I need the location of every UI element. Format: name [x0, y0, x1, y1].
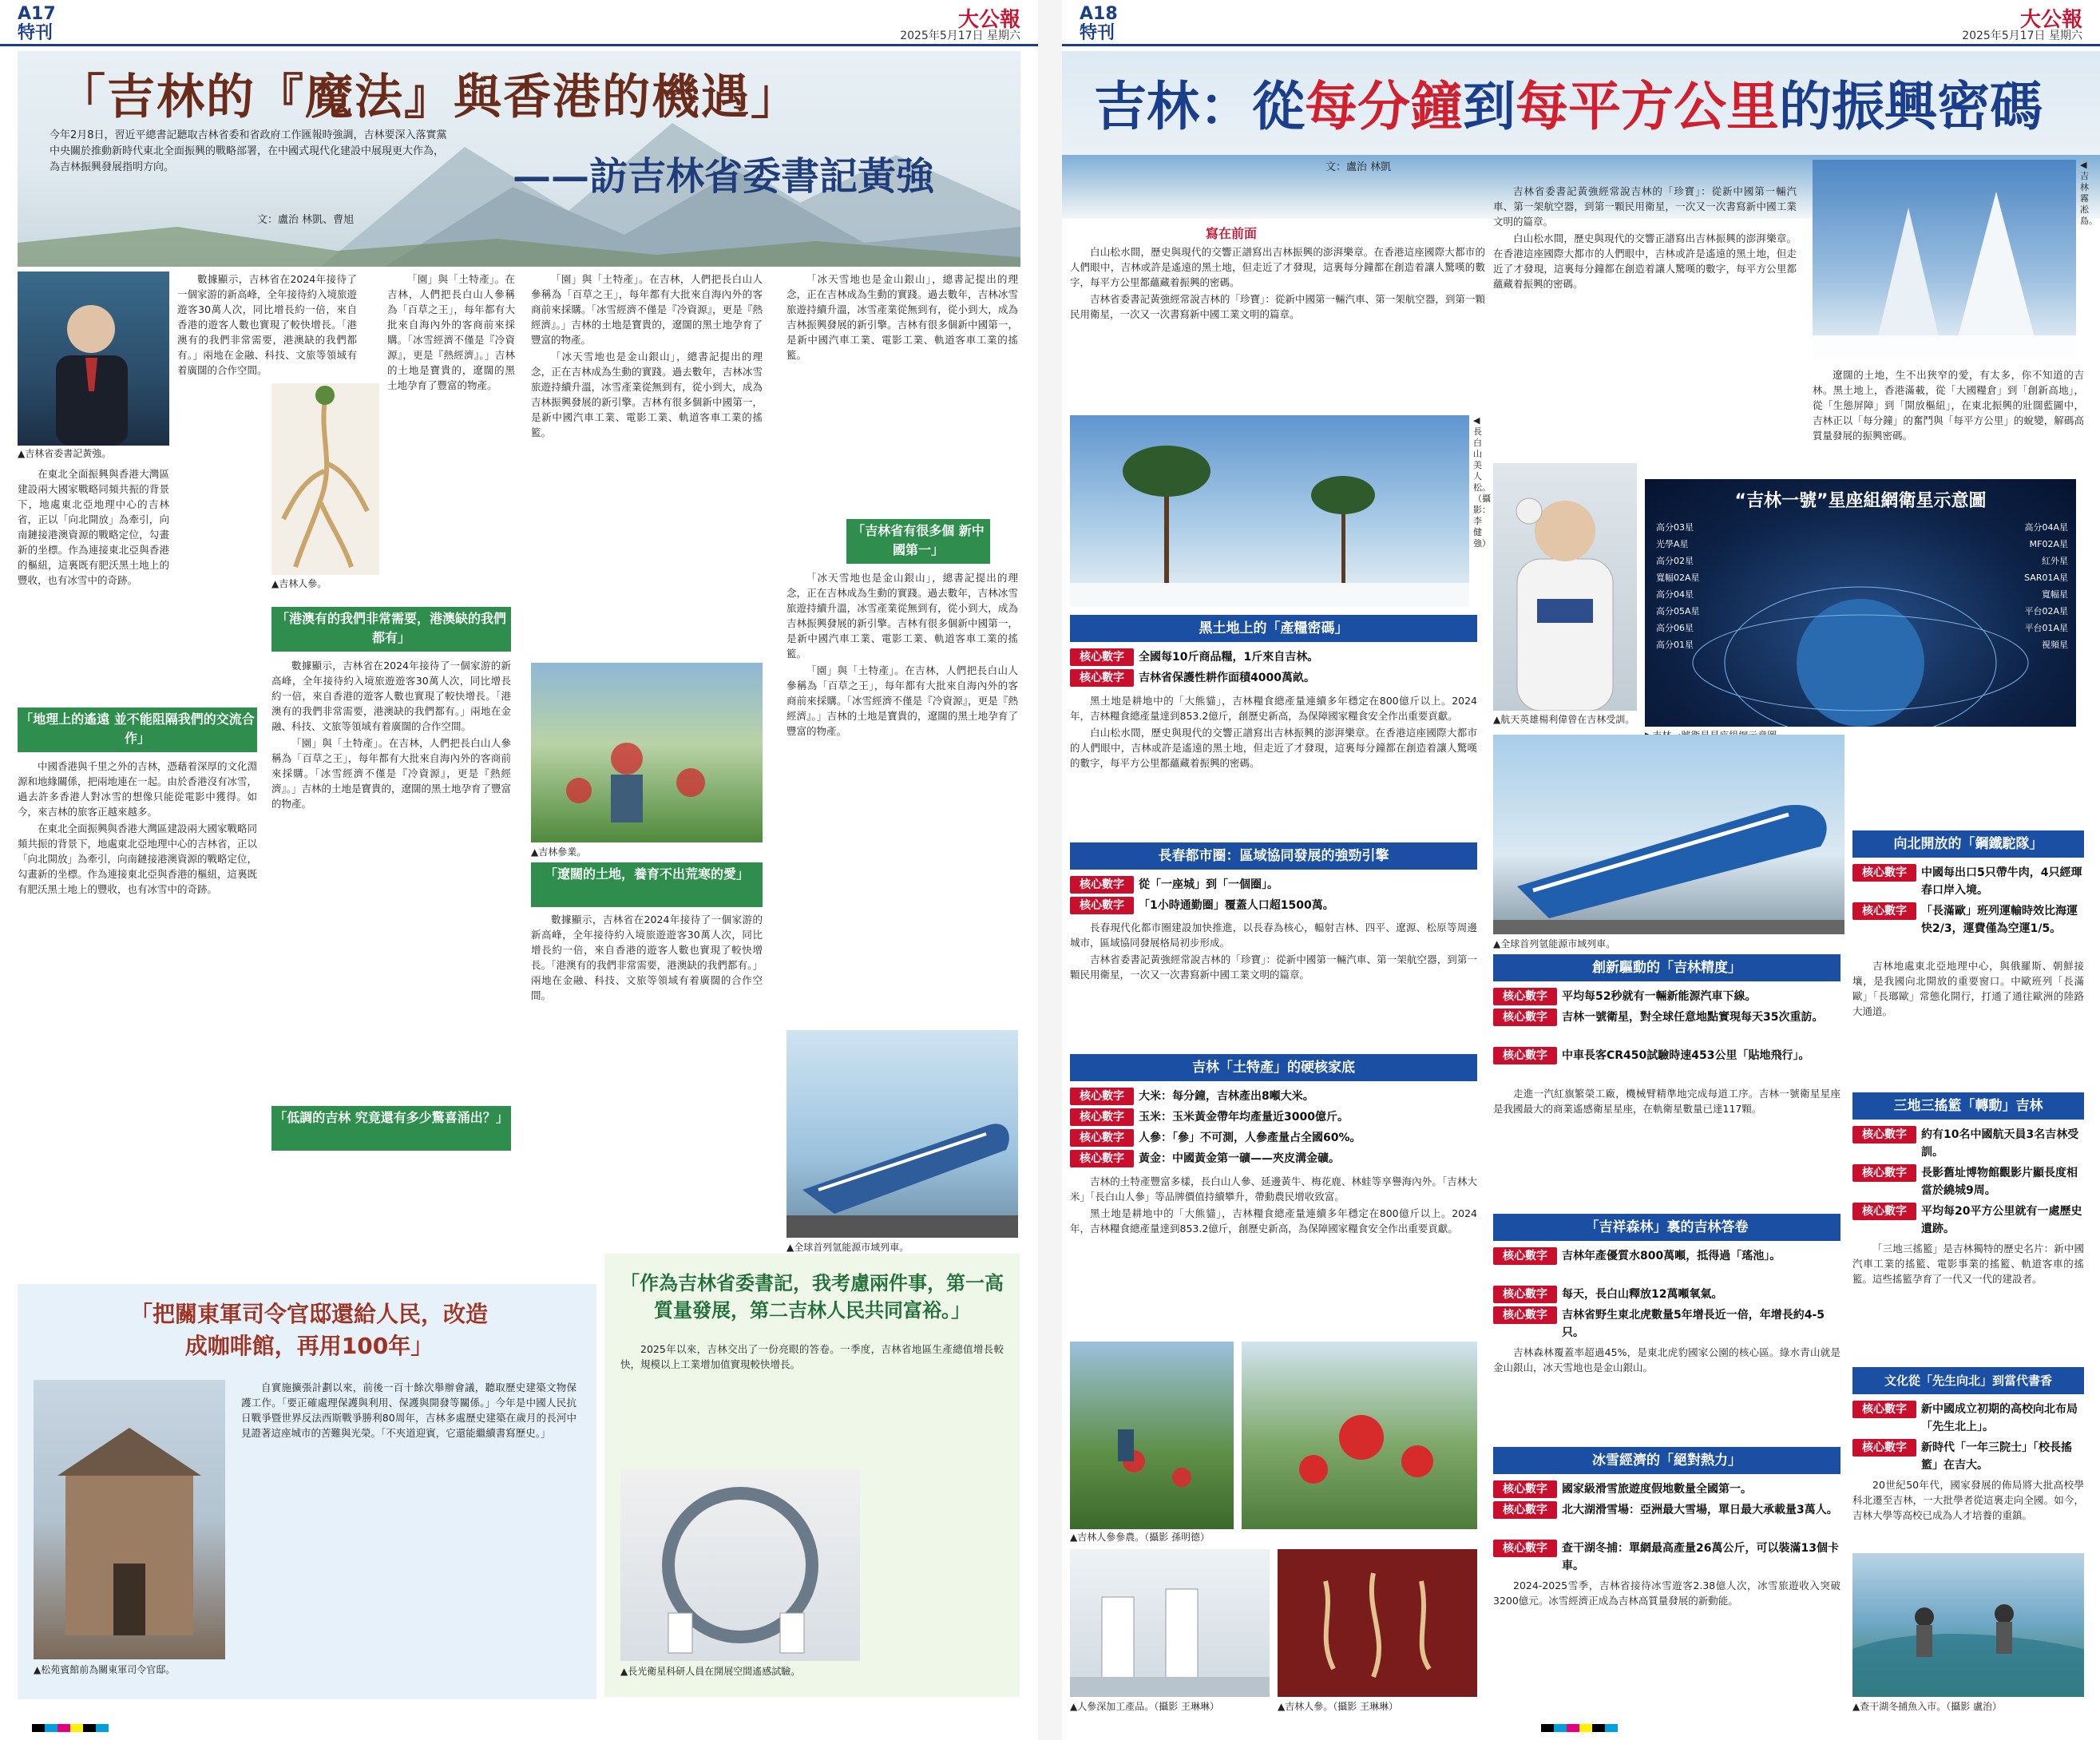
- rime-tree-photo: [1813, 160, 2076, 359]
- satellite-title: “吉林一號”星座組網衛星示意圖: [1734, 491, 1987, 511]
- section-s7-text: [1852, 958, 2084, 1086]
- fishing-caption: ▲查干湖冬捕魚入市。（攝影 盧治）: [1852, 1701, 2003, 1712]
- fact-text: 吉林年產優質水800萬噸，抵得過「瑤池」。: [1562, 1250, 1781, 1262]
- fact-label: 核心數字: [1070, 1129, 1134, 1147]
- byline: 文：盧治 林凱、曹旭: [257, 214, 355, 226]
- feature-box-2: [604, 1254, 1020, 1697]
- fact-label: 核心數字: [1852, 1439, 1916, 1457]
- satellite-diagram: [1645, 479, 2076, 727]
- section-heading-4: [846, 519, 990, 564]
- section-heading-2-text: 「港澳有的我們非常需要，港澳缺的我們都有」: [275, 611, 506, 645]
- factory-photo: [1070, 1549, 1270, 1697]
- fact-text: 「1小時通勤圈」覆蓋人口超1500萬。: [1139, 899, 1334, 912]
- fact-text: 長影舊址博物館觀影片顯長度相當於繞城9周。: [1921, 1167, 2078, 1197]
- right-train-drawing: [1493, 735, 1844, 934]
- ginseng-roots-photo: [1278, 1549, 1477, 1697]
- intro-paragraph-2: 吉林省委書記黃強經常說吉林的「珍寶」：從新中國第一輛汽車、第一架航空器，到第一顆民用衛星，一次又一次書寫新中國工業文明的篇章。: [1070, 293, 1485, 320]
- section-label: 特刊: [18, 23, 53, 43]
- satellite-label: 寬幅星: [2042, 589, 2068, 600]
- satellite-label: SAR01A星: [2024, 573, 2068, 583]
- portrait-caption: ▲吉林省委書記黃強。: [18, 448, 112, 459]
- field-drawing: [1070, 1342, 1234, 1529]
- section-s6-text: [1493, 1578, 1840, 1698]
- fact-text: 玉米：玉米黃金帶年均產量近3000億斤。: [1139, 1111, 1349, 1124]
- section-s3-paragraph: 吉林的土特產豐富多樣，長白山人參、延邊黃牛、梅花鹿、林蛙等享譽海內外。「吉林大米」「長白山人參」等品牌價值持續攀升，帶動農民增收致富。: [1070, 1175, 1477, 1203]
- right-header: [1062, 0, 2100, 46]
- satellite-labels-left: [1656, 519, 1752, 653]
- issue-date: 2025年5月17日 星期六: [900, 30, 1020, 42]
- intro-heading: 寫在前面: [1206, 226, 1258, 241]
- fact-text: 從「一座城」到「一個圈」。: [1139, 878, 1278, 891]
- section-s8-paragraph: 「三地三搖籃」是吉林獨特的歷史名片：新中國汽車工業的搖籃、電影事業的搖籃、軌道客車的搖籃。這些搖籃孕育了一代又一代的建設者。: [1852, 1243, 2084, 1285]
- page-number-right: A18: [1080, 4, 1118, 24]
- fact-text: 平均每20平方公里就有一處歷史遺跡。: [1921, 1205, 2082, 1235]
- section-s2-paragraph-2: 吉林省委書記黃強經常說吉林的「珍寶」：從新中國第一輛汽車、第一架航空器，到第一顆民用衛星，一次又一次書寫新中國工業文明的篇章。: [1070, 953, 1477, 981]
- fact-label: 核心數字: [1493, 988, 1557, 1005]
- column-3c-paragraph: 「冰天雪地也是金山銀山」，總書記提出的理念，正在吉林成為生動的實踐。過去數年，吉林冰雪旅遊持續升溫，冰雪產業從無到有，從小到大，成為吉林振興發展的新引擎。吉林有很多個新中國第一，是新中國汽車工業、電影工業、軌道客車工業的搖籃。: [531, 351, 763, 438]
- fact-text: 每天，長白山釋放12萬噸氧氣。: [1562, 1288, 1723, 1301]
- mansion-drawing: [34, 1380, 225, 1659]
- satellite-label: 高分05A星: [1656, 606, 1700, 616]
- section-s5-paragraph: 吉林森林覆蓋率超過45%，是東北虎豹國家公園的核心區。綠水青山就是金山銀山，冰天雪地也是金山銀山。: [1493, 1346, 1840, 1373]
- mansion-photo: [34, 1380, 225, 1659]
- ginseng-roots-caption: ▲吉林人參。（攝影 王琳琳）: [1278, 1701, 1399, 1712]
- column-2a-paragraph: 數據顯示，吉林省在2024年接待了一個家游的新高峰，全年接待約入境旅遊遊客30萬人次，同比增長約一倍，來自香港的遊客人數也實現了較快增長。「港澳有的我們非常需要，港澳缺的我們都有。」兩地在金融、科技、文旅等領域有着廣闊的合作空間。: [177, 273, 357, 375]
- fact-text: 全國每10斤商品糧，1斤來自吉林。: [1139, 651, 1319, 664]
- ginseng-bloom-photo: [1242, 1342, 1477, 1529]
- fact-text: 新時代「一年三院士」「校長搖籃」在吉大。: [1921, 1441, 2072, 1472]
- satellite-label: 高分03星: [1656, 522, 1694, 533]
- right-page: [1062, 0, 2100, 1740]
- ginseng-caption: ▲吉林人參。: [271, 578, 327, 589]
- hero-banner: [18, 51, 1020, 267]
- people-paragraph: 遼闊的土地，生不出狹窄的愛，有太多，你不知道的吉林。黑土地上，香港滿載，從「大國糧倉」到「創新高地」，從「生態屏障」到「開放樞紐」，在東北振興的壯闊藍圖中，吉林正以「每分鐘」的奮鬥與「每平方公里」的蛻變，解碼高質量發展的振興密碼。: [1813, 369, 2084, 442]
- satellite-labels-right: [1980, 519, 2068, 653]
- column-3b-paragraph: 「園」與「土特產」。在吉林，人們把長白山人參稱為「百草之王」，每年都有大批來自海內外的客商前來採購。「冰雪經濟不僅是『冷資源』，更是『熱經濟』。」吉林的土地是寶貴的，遼闊的黑土地孕育了豐富的物產。: [531, 273, 763, 346]
- section-heading-3-text: 「遼闊的土地，養育不出荒寒的愛」: [544, 866, 749, 882]
- train-drawing: [787, 1030, 1018, 1238]
- fact-text: 北大湖滑雪場：亞洲最大雪場，單日最大承載量3萬人。: [1562, 1504, 1838, 1516]
- right-title-banner: [1062, 51, 2100, 155]
- section-s1-paragraph: 黑土地是耕地中的「大熊貓」，吉林糧食總產量連續多年穩定在800億斤以上。2024年，吉林糧食總產量達到853.2億斤，創歷史新高，為保障國家糧食安全作出重要貢獻。: [1070, 695, 1477, 722]
- fact-text: 大米：每分鐘，吉林產出8噸大米。: [1139, 1090, 1314, 1103]
- column-4c-paragraph: 「園」與「土特產」。在吉林，人們把長白山人參稱為「百草之王」，每年都有大批來自海內外的客商前來採購。「冰雪經濟不僅是『冷資源』，更是『熱經濟』。」吉林的土地是寶貴的，遼闊的黑土地孕育了豐富的物產。: [787, 664, 1018, 737]
- fishing-photo: [1852, 1553, 2084, 1697]
- title-part-3: 到: [1463, 75, 1516, 137]
- fact-label: 核心數字: [1070, 648, 1134, 666]
- train-caption: ▲全球首列氫能源市域列車。: [787, 1242, 909, 1253]
- newspaper-brand-right: 大公報: [2019, 8, 2082, 32]
- person-silhouette: [18, 272, 169, 446]
- section-heading-1: [18, 707, 257, 752]
- pine-forest-photo: [1070, 415, 1469, 607]
- section-s6-paragraph: 2024-2025雪季，吉林省接待冰雪遊客2.38億人次，冰雪旅遊收入突破3200億元。冰雪經濟正成為吉林高質量發展的新動能。: [1493, 1579, 1840, 1607]
- fact-label: 核心數字: [1493, 1009, 1557, 1026]
- section-s8-heading: 三地三搖籃「轉動」吉林: [1852, 1092, 2084, 1120]
- rime-drawing: [1813, 160, 2076, 359]
- section-s4-paragraph: 走進一汽紅旗繁榮工廠，機械臂精準地完成每道工序。吉林一號衛星星座是我國最大的商業遙感衛星星座，在軌衛星數量已達117顆。: [1493, 1088, 1840, 1115]
- fact-label: 核心數字: [1493, 1501, 1557, 1519]
- page-gutter: [1038, 0, 1062, 1740]
- fact-text: 約有10名中國航天員3名吉林受訓。: [1921, 1128, 2079, 1159]
- column-4-paragraph: 「冰天雪地也是金山銀山」，總書記提出的理念，正在吉林成為生動的實踐。過去數年，吉林冰雪旅遊持續升溫，冰雪產業從無到有，從小到大，成為吉林振興發展的新引擎。吉林有很多個新中國第一，是新中國汽車工業、電影工業、軌道客車工業的搖籃。: [787, 273, 1018, 361]
- harvest-caption: ▲吉林參業。: [531, 846, 587, 858]
- section-s9-paragraph: 20世紀50年代，國家發展的佈局將大批高校學科北遷至吉林，一大批學者從這裏走向全國。如今，吉林大學等高校已成為人才培養的重鎮。: [1852, 1479, 2084, 1521]
- right-main-title: [1094, 64, 2043, 140]
- lead-paragraph: 今年2月8日，習近平總書記聽取吉林省委和省政府工作匯報時強調，吉林要深入落實黨中央關於推動新時代東北全面振興的戰略部署，在中國式現代化建設中展現更大作為，為吉林振興發展指明方向。: [50, 129, 447, 173]
- article-column-3d: [531, 912, 763, 1271]
- fact-text: 人參：「參」不可測，人參產量占全國60%。: [1139, 1132, 1361, 1144]
- astronaut-photo: [1493, 463, 1637, 711]
- section-s7-heading: 向北開放的「鋼鐵駝隊」: [1852, 830, 2084, 858]
- column-1-paragraph: 在東北全面振興與香港大灣區建設兩大國家戰略同頻共振的背景下，地處東北亞地理中心的吉林省，正以「向北開放」為牽引，向南鏈接港澳資源的戰略定位，勾畫新的坐標。作為連接東北亞與香港的樞紐，這裏既有肥沃黑土地上的豐收，也有冰雪中的奇跡。: [18, 468, 169, 586]
- main-subtitle: ——訪吉林省委書記黃強: [513, 154, 935, 199]
- section-s4-heading: 創新驅動的「吉林精度」: [1493, 954, 1840, 981]
- ginseng-field-caption: ▲吉林人參參農。（攝影 孫明德）: [1070, 1532, 1210, 1543]
- section-heading-5-text: 「低調的吉林 究竟還有多少驚喜涌出？」: [274, 1110, 509, 1125]
- feature-box-1-title: 「把關東軍司令官邸還給人民，改造成咖啡館，再用100年」: [129, 1301, 488, 1359]
- intro-text-right: [1493, 160, 1797, 455]
- feature-box-1-paragraph: 自實施擴張計劃以來，前後一百十餘次舉辦會議，聽取歷史建築文物保護工作。「要正確處理保護與利用、保護與開發等關係。」今年是中國人民抗日戰爭暨世界反法西斯戰爭勝利80周年，吉林多處歷史建築在歲月的長河中見證著這座城市的苦難與光榮。「不夾道迎賓，它還能繼續書寫歷史。」: [241, 1381, 577, 1439]
- fact-text: 中國每出口5只帶牛肉，4只經琿春口岸入境。: [1921, 866, 2082, 897]
- column-2b-paragraph: 數據顯示，吉林省在2024年接待了一個家游的新高峰，全年接待約入境旅遊遊客30萬人次，同比增長約一倍，來自香港的遊客人數也實現了較快增長。「港澳有的我們非常需要，港澳缺的我們都有。」兩地在金融、科技、文旅等領域有着廣闊的合作空間。: [271, 660, 511, 732]
- satellite-label: 寬幅02A星: [1656, 573, 1700, 583]
- fact-text: 國家級滑雪旅遊度假地數量全國第一。: [1562, 1483, 1752, 1496]
- satellite-label: 平台01A星: [2024, 623, 2068, 633]
- newspaper-brand: 大公報: [957, 8, 1020, 32]
- intro-text: [1070, 244, 1485, 404]
- ginseng-root-photo: [271, 383, 379, 575]
- lab-drawing: [620, 1469, 860, 1661]
- article-column-1: [18, 466, 169, 698]
- fact-text: 中車長客CR450試驗時速453公里「貼地飛行」。: [1562, 1049, 1810, 1062]
- ginseng-field-photo: [1070, 1342, 1234, 1529]
- section-s5-text: [1493, 1345, 1840, 1441]
- fact-text: 「長滿歐」班列運輸時效比海運快2/3，運費僅為空運1/5。: [1921, 905, 2078, 935]
- title-part-4: 每平方公里: [1516, 75, 1779, 137]
- fact-label: 核心數字: [1070, 1108, 1134, 1126]
- section-heading-2: [271, 607, 511, 652]
- fact-text: 吉林一號衛星，對全球任意地點實現每天35次重訪。: [1562, 1011, 1824, 1024]
- column-1c-paragraph: 在東北全面振興與香港大灣區建設兩大國家戰略同頻共振的背景下，地處東北亞地理中心的吉林省，正以「向北開放」為牽引，向南鏈接港澳資源的戰略定位，勾畫新的坐標。作為連接東北亞與香港的樞紐，這裏既有肥沃黑土地上的豐收，也有冰雪中的奇跡。: [18, 822, 257, 895]
- feature-box-2-title: 「作為吉林省委書記，我考慮兩件事，第一高質量發展，第二吉林人民共同富裕。」: [620, 1272, 1004, 1322]
- intro-right-paragraph-2: 白山松水間，歷史與現代的交響正譜寫出吉林振興的澎湃樂章。在香港這座國際大都市的人們眼中，吉林或許是遙遠的黑土地，但走近了才發現，這裏每分鐘都在創造着讓人驚嘆的數字，每平方公里都蘊藏着振興的密碼。: [1493, 232, 1797, 290]
- fact-label: 核心數字: [1852, 902, 1916, 920]
- column-3d-paragraph: 數據顯示，吉林省在2024年接待了一個家游的新高峰，全年接待約入境旅遊遊客30萬人次，同比增長約一倍，來自香港的遊客人數也實現了較快增長。「港澳有的我們非常需要，港澳缺的我們都有。」兩地在金融、科技、文旅等領域有着廣闊的合作空間。: [531, 914, 763, 1001]
- section-s7-paragraph: 吉林地處東北亞地理中心，與俄羅斯、朝鮮接壤，是我國向北開放的重要窗口。中歐班列「長滿歐」「長瑯歐」常態化開行，打通了通往歐洲的陸路大通道。: [1852, 960, 2084, 1017]
- fact-label: 核心數字: [1852, 1164, 1916, 1182]
- title-part-2: 每分鐘: [1305, 75, 1463, 137]
- section-heading-5: [271, 1106, 511, 1151]
- title-part-1: 吉林：從: [1094, 75, 1305, 137]
- factory-caption: ▲人參深加工產品。（攝影 王琳琳）: [1070, 1701, 1220, 1712]
- satellite-label: 高分04A星: [2024, 522, 2068, 533]
- section-heading-3: [531, 862, 763, 907]
- lab-photo: [620, 1469, 860, 1661]
- right-byline: 文：盧治 林凱: [1325, 161, 1392, 173]
- ginseng-drawing: [271, 383, 379, 575]
- section-s1-heading: 黑土地上的「產糧密碼」: [1070, 615, 1477, 642]
- intro-paragraph-1: 白山松水間，歷史與現代的交響正譜寫出吉林振興的澎湃樂章。在香港這座國際大都市的人們眼中，吉林或許是遙遠的黑土地，但走近了才發現，這裏每分鐘都在創造着讓人驚嘆的數字，每平方公里都蘊藏着振興的密碼。: [1070, 246, 1485, 288]
- feature-box-2-paragraph: 2025年以來，吉林交出了一份亮眼的答卷。一季度，吉林省地區生產總值增長較快，規模以上工業增加值實現較快增長。: [620, 1343, 1004, 1370]
- article-column-3b: [531, 272, 763, 655]
- section-s2-heading: 長春都市圈：區域協同發展的強勁引擎: [1070, 842, 1477, 870]
- portrait-photo: [18, 272, 169, 446]
- people-text: [1813, 367, 2084, 479]
- fact-label: 核心數字: [1852, 864, 1916, 882]
- column-4b-paragraph: 「冰天雪地也是金山銀山」，總書記提出的理念，正在吉林成為生動的實踐。過去數年，吉林冰雪旅遊持續升溫，冰雪產業從無到有，從小到大，成為吉林振興發展的新引擎。吉林有很多個新中國第一，是新中國汽車工業、電影工業、軌道客車工業的搖籃。: [787, 572, 1018, 660]
- section-s4-text: [1493, 1086, 1840, 1206]
- satellite-label: 視頻星: [2042, 640, 2068, 650]
- fact-text: 吉林省野生東北虎數量5年增長近一倍，年增長約4-5只。: [1562, 1309, 1825, 1339]
- section-s2-text: [1070, 920, 1477, 1048]
- section-s5-heading: 「吉祥森林」裏的吉林答卷: [1493, 1214, 1840, 1241]
- column-2c-paragraph: 「園」與「土特產」。在吉林，人們把長白山人參稱為「百草之王」，每年都有大批來自海內外的客商前來採購。「冰雪經濟不僅是『冷資源』，更是『熱經濟』。」吉林的土地是寶貴的，遼闊的黑土地孕育了豐富的物產。: [271, 737, 511, 810]
- feature-box-2-text: [620, 1342, 1004, 1461]
- fact-label: 核心數字: [1070, 1150, 1134, 1167]
- intro-box: [1070, 224, 1485, 407]
- section-s3-paragraph-2: 黑土地是耕地中的「大熊貓」，吉林糧食總產量連續多年穩定在800億斤以上。2024年，吉林糧食總產量達到853.2億斤，創歷史新高，為保障國家糧食安全作出重要貢獻。: [1070, 1207, 1477, 1235]
- factory-drawing: [1070, 1549, 1270, 1697]
- print-color-bar-right: [1541, 1724, 1618, 1732]
- article-column-2: [177, 272, 357, 375]
- section-s9-heading: 文化從「先生向北」到當代書香: [1852, 1367, 2084, 1394]
- forest-caption: ◀長白山美人松。（攝影：李健強）: [1473, 415, 1491, 549]
- fact-label: 核心數字: [1493, 1047, 1557, 1064]
- section-label-right: 特刊: [1080, 23, 1115, 43]
- section-s9-text: [1852, 1477, 2084, 1549]
- fact-label: 核心數字: [1070, 876, 1134, 894]
- article-column-2b: [271, 658, 511, 1273]
- satellite-label: 紅外星: [2042, 556, 2068, 566]
- feature-box-1-text: [241, 1380, 577, 1683]
- fact-text: 查干湖冬捕：單網最高產量26萬公斤，可以裝滿13個卡車。: [1562, 1542, 1839, 1572]
- main-title: 「吉林的『魔法』與香港的機遇」: [57, 69, 800, 125]
- satellite-label: 高分02星: [1656, 556, 1694, 566]
- bloom-drawing: [1242, 1342, 1477, 1529]
- astronaut-drawing: [1493, 463, 1637, 711]
- pine-drawing: [1070, 415, 1469, 607]
- feature-box-2-caption: ▲長光衛星科研人員在開展空間遙感試驗。: [620, 1666, 801, 1677]
- roots-drawing: [1278, 1549, 1477, 1697]
- fact-label: 核心數字: [1852, 1126, 1916, 1143]
- feature-box-1: [18, 1284, 596, 1699]
- hydrogen-train-photo: [1493, 735, 1844, 934]
- section-s6-heading: 冰雪經濟的「絕對熱力」: [1493, 1447, 1840, 1474]
- snow-caption: ◀吉林霧凇島。: [2080, 160, 2098, 226]
- harvest-drawing: [531, 663, 763, 842]
- fact-label: 核心數字: [1493, 1480, 1557, 1498]
- section-s2-paragraph: 長春現代化都市圈建設加快推進，以長春為核心，輻射吉林、四平、遼源、松原等周邊城市，區域協同發展格局初步形成。: [1070, 922, 1477, 949]
- satellite-label: 高分06星: [1656, 623, 1694, 633]
- fact-label: 核心數字: [1493, 1286, 1557, 1303]
- satellite-label: 高分04星: [1656, 589, 1694, 600]
- left-page: [0, 0, 1038, 1740]
- satellite-label: 光學A星: [1656, 539, 1689, 549]
- fact-label: 核心數字: [1070, 897, 1134, 914]
- fact-text: 新中國成立初期的高校向北布局「先生北上」。: [1921, 1403, 2078, 1433]
- astronaut-caption: ▲航天英雄楊利偉曾在吉林受訓。: [1493, 714, 1635, 725]
- fact-label: 核心數字: [1070, 1088, 1134, 1105]
- page-number: A17: [18, 4, 56, 24]
- train-photo: [787, 1030, 1018, 1238]
- title-part-5: 的振興密碼: [1779, 75, 2043, 137]
- intro-right-paragraph-1: 吉林省委書記黃強經常說吉林的「珍寶」：從新中國第一輛汽車、第一架航空器，到第一顆民用衛星，一次又一次書寫新中國工業文明的篇章。: [1493, 185, 1797, 228]
- satellite-label: MF02A星: [2029, 539, 2068, 549]
- fact-text: 平均每52秒就有一輛新能源汽車下線。: [1562, 990, 1757, 1003]
- section-s3-text: [1070, 1174, 1477, 1334]
- fact-label: 核心數字: [1852, 1401, 1916, 1418]
- print-color-bar: [32, 1724, 109, 1732]
- column-1b-paragraph: 中國香港與千里之外的吉林，憑藉着深厚的文化淵源和地緣關係，把兩地連在一起。由於香港沒有冰雪，過去許多香港人對冰雪的想像只能從電影中獲得。如今，來吉林的旅客正越來越多。: [18, 760, 257, 818]
- column-3-paragraph: 「園」與「土特產」。在吉林，人們把長白山人參稱為「百草之王」，每年都有大批來自海內外的客商前來採購。「冰雪經濟不僅是『冷資源』，更是『熱經濟』。」吉林的土地是寶貴的，遼闊的黑土地孕育了豐富的物產。: [387, 273, 515, 391]
- fact-label: 核心數字: [1493, 1306, 1557, 1324]
- section-s1-paragraph-2: 白山松水間，歷史與現代的交響正譜寫出吉林振興的澎湃樂章。在香港這座國際大都市的人們眼中，吉林或許是遙遠的黑土地，但走近了才發現，這裏每分鐘都在創造着讓人驚嘆的數字，每平方公里都蘊藏着振興的密碼。: [1070, 727, 1477, 769]
- harvest-photo: [531, 663, 763, 842]
- section-s1-text: [1070, 693, 1477, 837]
- section-heading-1-text: 「地理上的遙遠 並不能阻隔我們的交流合作」: [20, 711, 255, 746]
- fact-label: 核心數字: [1070, 669, 1134, 687]
- feature-box-1-caption: ▲松苑賓館前為關東軍司令官邸。: [34, 1664, 176, 1675]
- fact-label: 核心數字: [1852, 1203, 1916, 1220]
- satellite-label: 高分01星: [1656, 640, 1694, 650]
- fact-text: 吉林省保護性耕作面積4000萬畝。: [1139, 672, 1315, 684]
- left-header: [0, 0, 1038, 46]
- section-s8-text: [1852, 1241, 2084, 1361]
- article-column-3: [387, 272, 515, 575]
- section-heading-4-text: 「吉林省有很多個 新中國第一」: [852, 523, 985, 557]
- hydrogen-train-caption: ▲全球首列氫能源市域列車。: [1493, 938, 1616, 949]
- issue-date-right: 2025年5月17日 星期六: [1962, 30, 2082, 42]
- section-s3-heading: 吉林「土特產」的硬核家底: [1070, 1054, 1477, 1081]
- article-column-4b: [787, 570, 1018, 1017]
- fishing-drawing: [1852, 1553, 2084, 1697]
- satellite-label: 平台02A星: [2024, 606, 2068, 616]
- article-column-1b: [18, 759, 257, 1278]
- fact-label: 核心數字: [1493, 1247, 1557, 1265]
- fact-text: 黃金：中國黃金第一礦——夾皮溝金礦。: [1139, 1152, 1340, 1165]
- fact-label: 核心數字: [1493, 1540, 1557, 1557]
- article-column-4: [787, 272, 1018, 511]
